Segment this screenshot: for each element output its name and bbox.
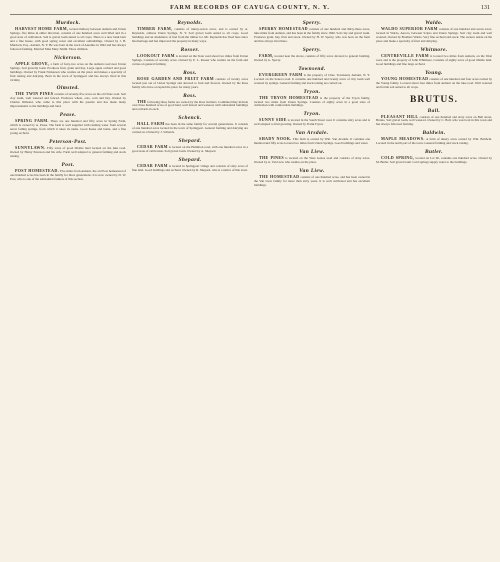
farm-owner-heading: Sperry. [302, 46, 322, 53]
farm-entry [10, 55, 126, 83]
farm-name: THE [137, 98, 147, 104]
farm-description [10, 92, 126, 109]
farm-entry [254, 130, 370, 146]
farm-entry [254, 20, 370, 44]
farm-name: COLD SPRING, [381, 155, 415, 161]
farm-entry [254, 168, 370, 188]
farm-text: consists of seventy-five acres on the old State road. Soil clay loam, well watered and fenced. Produces wheat, oats, corn and hay. Owned by Charles Olmsted, who came to this place with his parents and has made many improvements to the buildings and land. [10, 92, 126, 109]
farm-entry [376, 130, 492, 146]
farm-entry [376, 149, 492, 165]
farm-description [10, 27, 126, 52]
farm-description [376, 27, 492, 44]
farm-text: consists of twenty acres located just out of Union Springs and devoted to fruit and flowers. Owned by the Ross family who have occupied the place for many years. [132, 76, 248, 89]
column-2 [132, 18, 248, 560]
farm-description [376, 77, 492, 90]
farm-owner-heading: Tryon. [303, 88, 321, 95]
farm-entry [132, 93, 248, 113]
farm-entry [10, 112, 126, 136]
farm-text: a farm of forty-two acres on the Auburn road near Union Springs. Soil gravelly loam. Produces fruit, grain and hay. Large apple orchard and good buildings. Owned by Frank Nickerson who resides on the place and makes a specialty of fruit raising and dairying. Born in the town of Springport and has always lived in this vicinity. [10, 61, 126, 82]
farm-entry [132, 138, 248, 154]
farm-description [254, 156, 370, 165]
farm-name: LOOKOUT FARM [137, 52, 175, 58]
farm-owner-heading: Ross. [183, 69, 197, 76]
farm-name: THE HOMESTEAD [259, 174, 300, 180]
farm-description [254, 27, 370, 44]
farm-owner-heading: Butler. [425, 149, 443, 156]
farm-name: CEDAR FARM [137, 163, 168, 169]
farm-text: Five miles from Auburn, the old Post homestead of one hundred acres has been in the family for three generations. It is now owned by D. W. Post, who is one of the substantial farmers of this section. [10, 168, 126, 181]
farm-name: SUNNYLAWN. [15, 145, 46, 151]
page-number: 131 [481, 5, 490, 11]
farm-name: TIMBER FARM, [137, 26, 173, 31]
farm-entry [254, 111, 370, 127]
farm-entry [132, 70, 248, 90]
farm-owner-heading: Schenck. [178, 115, 202, 122]
farm-text: is located on the West Genoa road and consists of sixty acres. Owned by A. Van Liew who resides on the place. [254, 156, 370, 165]
farm-entry [132, 157, 248, 173]
section-heading: BRUTUS. [410, 94, 458, 105]
farm-description [132, 164, 248, 173]
farm-description [10, 62, 126, 83]
farm-text: consists of one hundred and four acres owned by the Young family. Located about four miles from Auburn on the lake road. Well watered and fertile soil suited to all crops. [376, 76, 492, 89]
farm-description [254, 73, 370, 86]
farm-owner-heading: Post. [61, 161, 75, 168]
farm-entry [132, 20, 248, 44]
farm-description [254, 54, 370, 63]
farm-name: WALDO SUPERIOR FARM [381, 26, 438, 31]
farm-description [132, 122, 248, 135]
farm-text: is located in the South Street road. It contains sixty acres and is well adapted to fruit growing. Owned by Frank Tryon. [254, 118, 370, 127]
farm-text: consists of one hundred and sixty acres on Bell street, Brutus. Soil gravel loam, well watered. Owned by C. Ball, who was born in this town and has always followed farming. [376, 114, 492, 127]
column-4 [376, 18, 492, 560]
farm-owner-heading: Ball. [427, 107, 441, 114]
farm-text: consists of one hundred and thirty-three acres, nine miles from Auburn, and has been in the family since 1840. Soil clay and gravel loam. Produces grain, hay, fruit and stock. Owned by H. W. Sperry, who was born on the farm and has always lived here. [254, 27, 370, 43]
farm-owner-heading: Young. [425, 69, 443, 76]
farm-name: CEDAR FARM [137, 144, 168, 150]
farm-owner-heading: Whitmore. [420, 46, 448, 53]
farm-description [376, 137, 492, 146]
farm-description [10, 169, 126, 182]
farm-text: Fifty acres of good tillable land located on the lake road. Owned by Henry Peterson and his wife. Farm well adapted to general farming and stock raising. [10, 146, 126, 159]
farm-description [254, 137, 370, 146]
farm-entry [10, 20, 126, 52]
farm-text: consists of one hundred and seven acres, located in Waldo, Aurora, between Scipio and Union Springs. Soil clay loam and well watered. Owned by Brothers Waldo. Very fine orchard and stock. The owners reside on the place and make a specialty of fruit and dairying. [376, 27, 492, 43]
farm-owner-heading: Murdock. [55, 20, 81, 26]
farm-owner-heading: Waldo. [425, 20, 443, 26]
farm-description [376, 156, 492, 165]
farm-description [254, 118, 370, 127]
farm-text: A farm of ninety acres owned by Wm. Baldwin. Located in the north part of the town. General farming and stock raising. [376, 137, 492, 146]
column-4-farms [376, 20, 492, 90]
farm-name: THE PINES [259, 155, 285, 161]
farm-text: located on Lot 96, contains one hundred acres. Owned by M. Butler. Soil gravel loam. Cold springs supply water to the buildings. [376, 156, 492, 165]
farm-name: THE TRYON HOMESTEAD [259, 94, 319, 100]
farm-description [132, 54, 248, 67]
farm-name: YOUNG HOMESTEAD [381, 75, 429, 81]
farm-owner-heading: Baldwin. [422, 130, 446, 137]
farm-owner-heading: Van Arsdale. [295, 130, 329, 137]
farm-owner-heading: Shepard. [178, 138, 202, 145]
farm-entry [254, 149, 370, 165]
farm-description [132, 77, 248, 90]
farm-owner-heading: Ross. [183, 92, 197, 99]
farm-name: EVERGREEN FARM [259, 71, 303, 77]
farm-text: is the property of the Tryon family, located two miles from Union Springs. Consists of eighty acres in a good state of cultivation with comfortable buildings. [254, 95, 370, 108]
farm-owner-heading: Rosser. [180, 46, 200, 53]
farm-text: is the property of Chas. Townsend, Auburn, N. Y. Located on the Seneca road. It contains one hundred and twenty acres of clay loam well watered by springs. General farming and stock raising are carried on. [254, 72, 370, 85]
farm-text: located near the above, consists of fifty acres devoted to general farming. Owned by G. Sperry. [254, 53, 370, 62]
farm-name: HALL FARM [137, 121, 165, 127]
farm-text: is located two miles from Auburn, on the West road, and is the property of John Whitmore. Consists of eighty acres of good tillable land. Good buildings and fine large orchard. [376, 53, 492, 66]
columns [10, 18, 492, 560]
farm-entry [376, 47, 492, 67]
farm-description [10, 146, 126, 159]
farm-owner-heading: Reynolds. [177, 20, 203, 26]
farm-owner-heading: Van Liew. [299, 168, 325, 175]
farm-name: PLEASANT HILL [381, 113, 419, 119]
farm-name: MAPLE MEADOWS. [381, 136, 425, 142]
farm-name: ROSE GARDEN AND FRUIT FARM [137, 75, 214, 81]
farm-entry [254, 89, 370, 109]
column-1 [10, 18, 126, 560]
farm-owner-heading: Shepard. [178, 157, 202, 164]
farm-name: CENTREVILLE FARM [381, 52, 429, 58]
farm-entry [376, 70, 492, 90]
page-header [10, 4, 492, 15]
farm-name: SPRING FARM. [15, 118, 49, 124]
farm-name: HARVEST HOME FARM, [15, 26, 69, 31]
farm-name: SUNNY SIDE [259, 117, 287, 123]
farm-description [132, 27, 248, 44]
farm-entry [10, 85, 126, 109]
farm-text: is located on the State road about two miles from Union Springs. Consists of seventy acres. Owned by E. L. Rosser who resides on the farm and carries on general farming. [132, 53, 248, 66]
farm-text: There are one hundred and fifty acres in Spring Farm, which is owned by A. Pease. The farm is well supplied with running water from several never failing springs, from which it takes its name. Good house and barns, and a fine young orchard. [10, 119, 126, 136]
farm-entry [376, 108, 492, 128]
farm-name: POST HOMESTEAD. [15, 167, 59, 173]
farm-name: FARM, [259, 52, 274, 58]
farm-entry [254, 66, 370, 86]
farm-text: located midway between Auburn and Union Springs, five miles in either direction, consists of one hundred acres well tilled and in a good state of cultivation. Soil is gravel loam suited to all crops. There is a new bank barn and a fine house, with good spring water and excellent outbuildings. Owned by J. B. Murdock, Esq., Auburn, N. Y. He was born in the town of Aurelius in 1842 and has always followed farming. Married Miss Mary Smith. Three children. [10, 27, 126, 51]
farm-owner-heading: Pease. [59, 112, 77, 119]
farm-entry [10, 162, 126, 182]
farm-text: consists of one hundred acres, and has been owned in the Van Liew family for more than sixty years. It is well cultivated and has excellent buildings. [254, 175, 370, 188]
farm-owner-heading: Sperry. [302, 20, 322, 26]
farm-description [254, 175, 370, 188]
farm-entry [10, 139, 126, 159]
farm-entry [254, 47, 370, 63]
brutus-farms [376, 108, 492, 166]
farm-description [254, 96, 370, 109]
farm-owner-heading: Townsend. [298, 65, 326, 72]
column-3 [254, 18, 370, 560]
farm-description [10, 119, 126, 136]
farm-entry [132, 47, 248, 67]
farm-description [132, 100, 248, 113]
farm-owner-heading: Tryon. [303, 111, 321, 118]
farm-description [376, 115, 492, 128]
farm-name: SPERRY HOMESTEAD [259, 26, 308, 31]
farm-text: is located in Springport village and consists of sixty acres of fine land. Good buildings and orchard. Owned by R. Shepard, who is a native of this town. [132, 164, 248, 173]
farm-name: SHADY NOOK. [259, 136, 292, 142]
farm-entry [376, 20, 492, 44]
farm-text: is located on the Hamilton road, with one hundred acres in a good state of cultivation. Soil gravel loam. Owned by A. Shepard. [132, 145, 248, 154]
farm-owner-heading: Nickerson. [53, 54, 83, 61]
farm-owner-heading: Olmsted. [56, 85, 80, 92]
farm-description [132, 145, 248, 154]
farm-text: following three farms are owned by the Ross brothers. Combined they include over three hundred acres of good land, well fenced and watered, with substantial buildings and orchards in each. [132, 99, 248, 112]
farm-owner-heading: Van Liew. [299, 149, 325, 156]
farm-name: THE TWIN PINES [15, 91, 54, 97]
farm-text: has been in the same family for several generations. It consists of one hundred acres located in the town of Springport. General farming and dairying are carried on. Owned by J. Schenck. [132, 122, 248, 135]
farm-text: consists of ninety-seven acres, and is owned by A. Reynolds, address Union Springs, N. Y. Soil gravel loam suited to all crops. Good buildings and an abundance of fuel from the timber lot. Mr. Reynolds has lived here since his marriage and has improved the property in many ways. [132, 27, 248, 43]
page-title: FARM RECORDS OF CAYUGA COUNTY, N. Y. [170, 5, 330, 11]
farm-name: APPLE GROVE, [15, 60, 50, 66]
farm-description [376, 54, 492, 67]
farm-text: This farm is owned by Wm. Van Arsdale. It contains one hundred and fifty acres located two miles from Union Springs. Good buildings and water. [254, 137, 370, 146]
farm-entry [132, 115, 248, 135]
farm-owner-heading: Peterson-Post. [49, 139, 87, 146]
